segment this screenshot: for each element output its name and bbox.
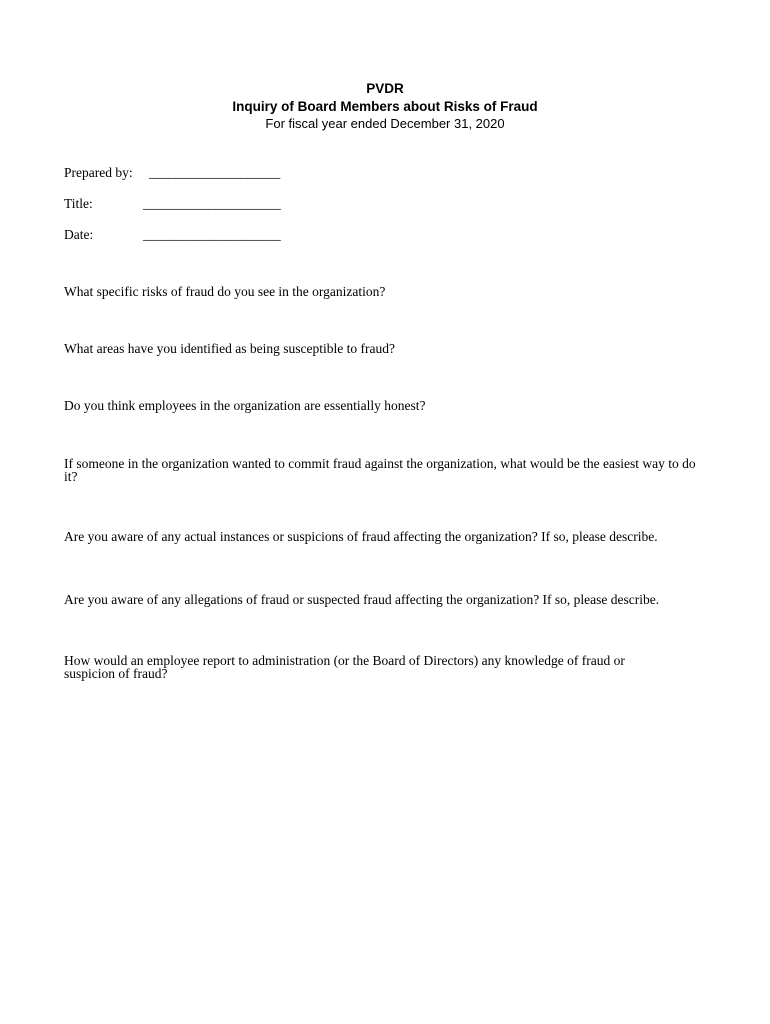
prepared-by-label: Prepared by: [64,165,133,180]
prepared-by-blank: ____________________ [149,165,281,180]
document-title: Inquiry of Board Members about Risks of Fraud [232,99,538,114]
question-actual-instances: Are you aware of any actual instances or suspicions of fraud affecting the organization? If so, please describe. [64,529,658,544]
question-fraud-risks: What specific risks of fraud do you see in the organization? [64,284,386,299]
question-susceptible-areas: What areas have you identified as being susceptible to fraud? [64,341,396,356]
organization-name: PVDR [366,81,404,96]
question-reporting: How would an employee report to administration (or the Board of Directors) any knowledge of fraud or suspicion of fraud? [64,653,625,681]
date-label: Date: [64,227,94,242]
question-easiest-way: If someone in the organization wanted to commit fraud against the organization, what would be the easiest way to do it? [64,456,696,484]
date-blank: _____________________ [143,227,281,242]
document-subtitle: For fiscal year ended December 31, 2020 [265,116,505,131]
question-allegations: Are you aware of any allegations of fraud or suspected fraud affecting the organization? If so, please describe. [64,592,660,607]
title-label: Title: [64,196,93,211]
question-employee-honesty: Do you think employees in the organization are essentially honest? [64,398,426,413]
title-blank: _____________________ [143,196,281,211]
